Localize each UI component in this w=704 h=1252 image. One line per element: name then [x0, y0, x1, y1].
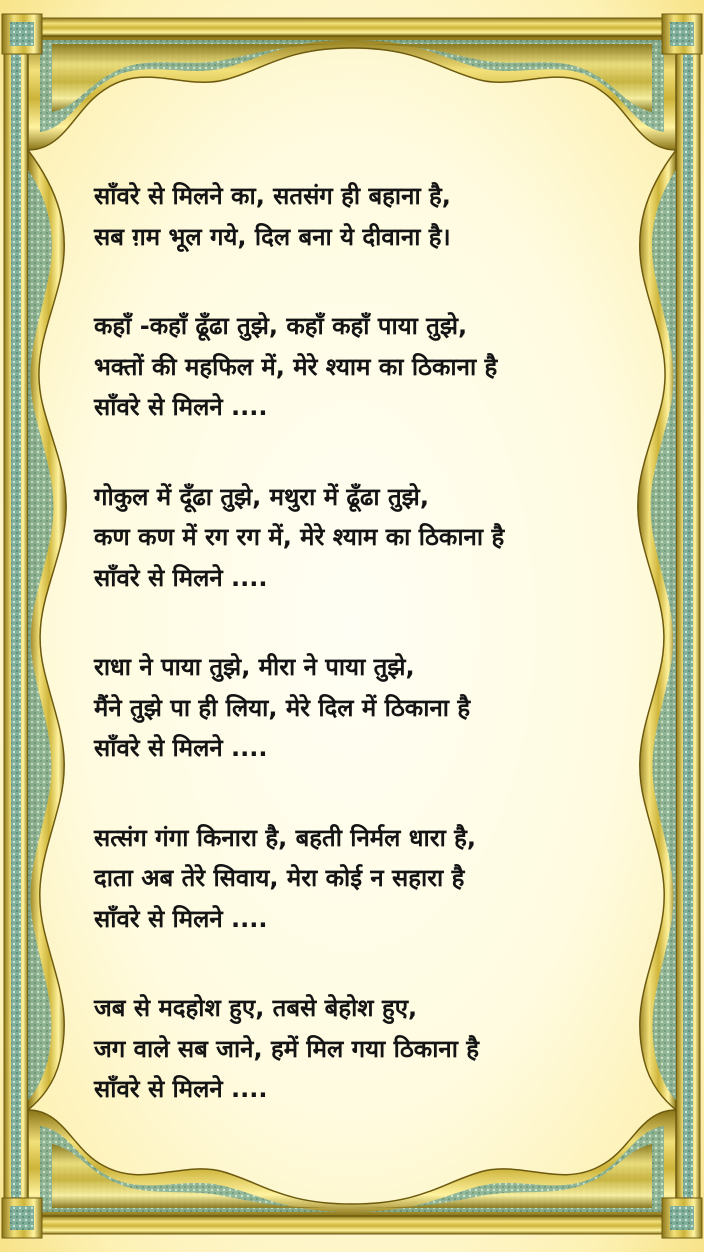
- stanza-1: [94, 176, 634, 257]
- stanza-2: [94, 306, 634, 428]
- lyric-line: साँवरे से मिलने ....: [94, 563, 268, 592]
- lyric-line: सब ग़म भूल गये, दिल बना ये दीवाना है।: [94, 222, 451, 251]
- lyric-line: जब से मदहोश हुए, तबसे बेहोश हुए,: [94, 994, 418, 1022]
- stanza-3: [94, 477, 634, 599]
- lyric-line: जग वाले सब जाने, हमें मिल गया ठिकाना है: [94, 1034, 480, 1063]
- lyric-line: साँवरे से मिलने का, सतसंग ही बहाना है,: [94, 182, 451, 210]
- lyric-line: कण कण में रग रग में, मेरे श्याम का ठिकाना है: [94, 523, 505, 551]
- lyric-line: सत्संग गंगा किनारा है, बहती निर्मल धारा है,: [94, 823, 477, 852]
- stanza-6: [94, 988, 634, 1110]
- lyric-line: साँवरे से मिलने ....: [94, 393, 268, 421]
- lyric-line: कहाँ -कहाँ ढूँढा तुझे, कहाँ कहाँ पाया तुझे,: [94, 312, 468, 340]
- lyric-line: भक्तों की महफिल में, मेरे श्याम का ठिकाना है: [94, 352, 498, 381]
- lyric-line: दाता अब तेरे सिवाय, मेरा कोई न सहारा है: [94, 864, 465, 892]
- lyric-line: साँवरे से मिलने ....: [94, 904, 268, 933]
- lyric-line: मैंने तुझे पा ही लिया, मेरे दिल में ठिकाना है: [94, 693, 471, 722]
- stanza-5: [94, 818, 634, 940]
- stanza-4: [94, 647, 634, 769]
- lyric-line: गोकुल में दूँढा तुझे, मथुरा में ढूँढा तुझे,: [94, 482, 429, 511]
- lyric-line: साँवरे से मिलने ....: [94, 734, 268, 762]
- lyric-line: राधा ने पाया तुझे, मीरा ने पाया तुझे,: [94, 653, 415, 681]
- lyric-line: साँवरे से मिलने ....: [94, 1075, 268, 1103]
- bhajan-lyrics: [94, 176, 634, 1159]
